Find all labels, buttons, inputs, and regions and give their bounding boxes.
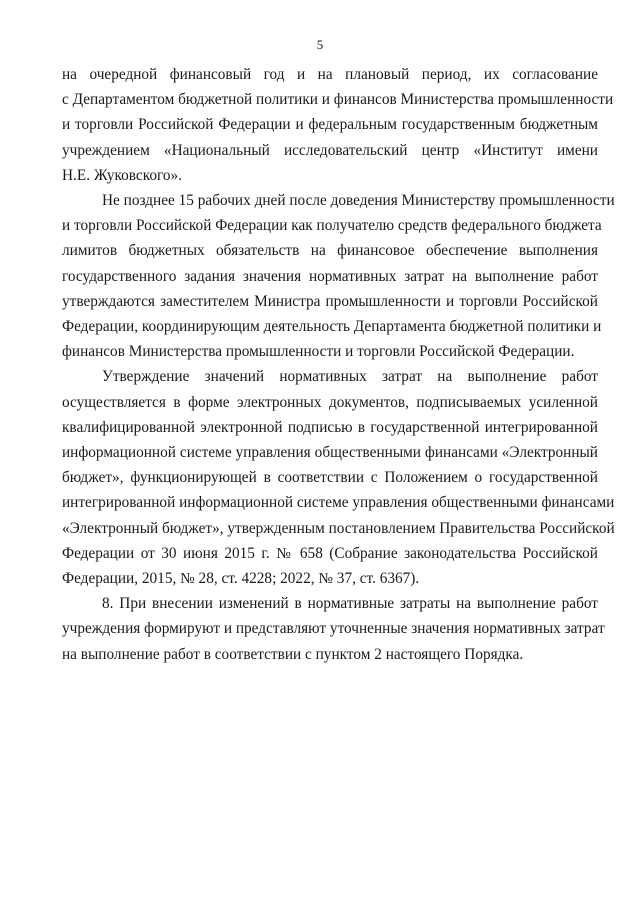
page-number: 5 bbox=[316, 37, 324, 52]
text-line: Утверждение значений нормативных затрат на выполнение работ bbox=[102, 368, 598, 386]
text-line: Федерации от 30 июня 2015 г. № 658 (Собрание законодательства Российской bbox=[62, 544, 598, 562]
paragraph-item-8 bbox=[62, 591, 605, 667]
text-line: на выполнение работ в соответствии с пунктом 2 настоящего Порядка. bbox=[62, 645, 524, 663]
paragraph-electronic-approval bbox=[62, 364, 615, 591]
text-line: осуществляется в форме электронных документов, подписываемых усиленной bbox=[62, 393, 598, 411]
text-line: учреждением «Национальный исследовательский центр «Институт имени bbox=[62, 141, 598, 159]
text-line: «Электронный бюджет», утвержденным постановлением Правительства Российской bbox=[62, 519, 615, 537]
text-line: государственного задания значения нормативных затрат на выполнение работ bbox=[62, 267, 598, 285]
text-line: 8. При внесении изменений в нормативные затраты на выполнение работ bbox=[102, 595, 598, 613]
text-line: лимитов бюджетных обязательств на финансовое обеспечение выполнения bbox=[62, 242, 598, 260]
text-line: Н.Е. Жуковского». bbox=[62, 166, 183, 184]
text-line: учреждения формируют и представляют уточненные значения нормативных затрат bbox=[62, 620, 605, 638]
text-line: бюджет», функционирующей в соответствии с Положением о государственной bbox=[62, 469, 598, 487]
text-line: Не позднее 15 рабочих дней после доведения Министерству промышленности bbox=[102, 192, 615, 210]
text-line: информационной системе управления общественными финансами «Электронный bbox=[62, 444, 598, 462]
text-line: финансов Министерства промышленности и торговли Российской Федерации. bbox=[62, 343, 575, 361]
text-line: интегрированной информационной системе управления общественными финансами bbox=[62, 494, 615, 512]
text-line: и торговли Российской Федерации как получателю средств федерального бюджета bbox=[62, 217, 602, 235]
document-body bbox=[62, 62, 615, 667]
text-line: на очередной финансовый год и на плановый период, их согласование bbox=[62, 66, 598, 83]
paragraph-approval-deadline bbox=[62, 188, 615, 364]
text-line: квалифицированной электронной подписью в государственной интегрированной bbox=[62, 418, 598, 436]
text-line: с Департаментом бюджетной политики и финансов Министерства промышленности bbox=[62, 91, 614, 109]
text-line: Федерации, 2015, № 28, ст. 4228; 2022, № 37, ст. 6367). bbox=[62, 570, 420, 588]
text-line: и торговли Российской Федерации и федеральным государственным бюджетным bbox=[62, 116, 598, 134]
text-line: утверждаются заместителем Министра промышленности и торговли Российской bbox=[62, 292, 598, 310]
paragraph-continuation bbox=[62, 62, 614, 188]
text-line: Федерации, координирующим деятельность Департамента бюджетной политики и bbox=[62, 318, 602, 336]
